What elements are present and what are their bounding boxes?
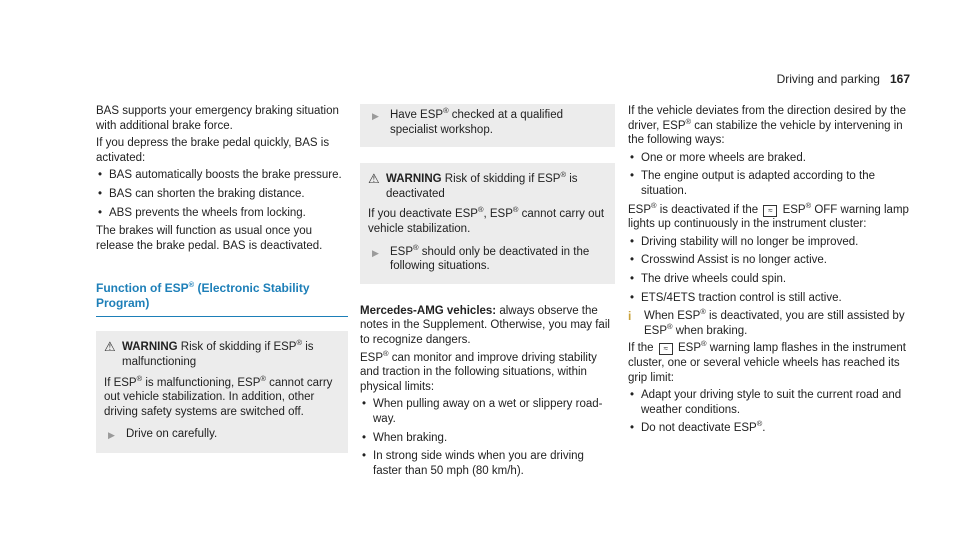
amg-paragraph <box>360 304 615 348</box>
warning-title <box>368 172 607 201</box>
warning-box-deactivated <box>360 163 615 284</box>
esp-off-paragraph <box>628 200 913 232</box>
text: is deactivated, you are still assisted by ESP <box>644 310 905 337</box>
heading-text: (Electronic Stability Program) <box>96 281 310 311</box>
list-item: • BAS automatically boosts the brake pressure. <box>96 168 348 183</box>
play-arrow-icon: ▶ <box>372 111 379 121</box>
warning-box-continuation <box>360 104 615 147</box>
column-right <box>628 104 913 440</box>
action-text <box>390 108 607 137</box>
warning-triangle-icon: ⚠ <box>368 171 380 187</box>
list-item: • When pulling away on a wet or slippery road-way. <box>360 397 615 426</box>
warning-text <box>122 340 340 369</box>
esp-situation-list <box>360 397 615 478</box>
text: checked at a qualified specialist workshop. <box>390 109 564 136</box>
warning-triangle-icon: ⚠ <box>104 339 116 355</box>
registered-mark: ® <box>443 106 449 115</box>
list-item: • ABS prevents the wheels from locking. <box>96 206 348 221</box>
text: should only be deactivated in the following situations. <box>390 245 590 273</box>
list-item: • BAS can shorten the braking distance. <box>96 187 348 202</box>
bas-deactivation-paragraph: The brakes will function as usual once you release the brake pedal. BAS is deactivated. <box>96 225 323 252</box>
heading-text: Function of ESP <box>96 281 189 296</box>
registered-mark: ® <box>188 280 195 290</box>
text: can stabilize the vehicle by intervening in the following ways: <box>628 119 903 147</box>
text: Have ESP <box>390 109 444 121</box>
text: If the vehicle deviates from the direction desired by the driver, ESP <box>628 105 907 132</box>
esp-off-lamp-icon: ≈ <box>763 205 777 217</box>
registered-mark: ® <box>512 205 519 215</box>
registered-mark: ® <box>667 321 673 331</box>
list-item: • In strong side winds when you are driving faster than 50 mph (80 km/h). <box>360 449 615 478</box>
registered-mark: ® <box>260 373 266 383</box>
esp-off-consequence-list <box>628 235 913 305</box>
list-item: • The engine output is adapted according to the situation. <box>628 169 913 198</box>
page-header <box>777 72 910 86</box>
text: ESP <box>390 245 414 258</box>
grip-limit-list <box>628 388 913 436</box>
text: is deactivated <box>386 173 578 200</box>
list-item: • One or more wheels are braked. <box>628 151 913 166</box>
esp-monitor-paragraph <box>360 348 615 395</box>
bas-activation-paragraph: If you depress the brake pedal quickly, BAS is activated: <box>96 137 330 164</box>
text: If the <box>628 342 657 355</box>
registered-mark: ® <box>701 339 707 349</box>
bas-bullet-list <box>96 168 348 220</box>
warning-body <box>104 370 340 420</box>
text: ESP <box>674 342 701 355</box>
esp-warning-lamp-icon: ≈ <box>659 343 673 355</box>
registered-mark: ® <box>700 307 706 317</box>
text: If ESP <box>104 376 137 389</box>
action-step <box>368 108 607 137</box>
list-item: • ETS/4ETS traction control is still active. <box>628 291 913 306</box>
list-item: • Adapt your driving style to suit the current road and weather conditions. <box>628 388 913 417</box>
column-middle <box>360 104 615 482</box>
list-item: • The drive wheels could spin. <box>628 272 913 287</box>
text: ESP <box>779 203 806 216</box>
list-item: • Driving stability will no longer be improved. <box>628 235 913 250</box>
amg-label: Mercedes-AMG vehicles: <box>360 304 497 317</box>
intervention-list <box>628 151 913 199</box>
text: If you deactivate ESP <box>368 208 478 221</box>
page-number: 167 <box>889 72 910 86</box>
text: Risk of skidding if ESP <box>441 173 561 186</box>
esp-intervention-paragraph <box>628 104 913 148</box>
warning-label: WARNING <box>122 341 178 354</box>
list-item: • When braking. <box>360 431 615 446</box>
text: When ESP <box>644 310 701 323</box>
text: always observe the notes in the Supplement. Otherwise, you may fail to recognize dangers. <box>360 304 610 346</box>
section-heading-esp <box>96 281 348 317</box>
warning-box-malfunction <box>96 331 348 453</box>
info-note-icon: i <box>628 309 632 324</box>
info-note <box>628 309 913 338</box>
registered-mark: ® <box>756 419 763 429</box>
action-text <box>390 242 607 274</box>
bas-paragraph: BAS supports your emergency braking situation with additional brake force. <box>96 105 339 132</box>
text: when braking. <box>672 324 748 337</box>
registered-mark: ® <box>477 205 484 215</box>
text: can monitor and improve driving stability and traction in the following situations, within physical limits: <box>360 351 597 393</box>
play-arrow-icon: ▶ <box>108 430 115 441</box>
action-step <box>104 427 340 443</box>
column-left <box>96 104 348 453</box>
warning-body <box>368 201 607 236</box>
text: ESP <box>360 351 384 364</box>
warning-text <box>386 172 607 201</box>
text: is deactivated if the <box>656 203 762 216</box>
note-text <box>644 309 913 338</box>
registered-mark: ® <box>136 373 143 383</box>
text: Risk of skidding if ESP <box>177 341 297 354</box>
list-item <box>628 421 913 436</box>
text: warning lamp flashes in the instrument cluster, one or several vehicle wheels has reached its grip limit: <box>628 342 906 384</box>
text: cannot carry out vehicle stabilization. In addition, other driving safety systems are switched off. <box>104 376 333 418</box>
section-title: Driving and parking <box>776 72 880 86</box>
text: is malfunctioning, ESP <box>142 376 261 389</box>
text: . <box>762 422 766 435</box>
registered-mark: ® <box>383 348 389 358</box>
action-step <box>368 242 607 274</box>
registered-mark: ® <box>296 338 303 348</box>
text: , ESP <box>483 208 513 221</box>
registered-mark: ® <box>413 242 419 252</box>
text: ESP <box>628 203 652 216</box>
text: Do not deactivate ESP <box>641 422 757 435</box>
registered-mark: ® <box>685 116 692 126</box>
registered-mark: ® <box>560 170 567 180</box>
registered-mark: ® <box>805 200 812 210</box>
warning-title <box>104 340 340 369</box>
warning-label: WARNING <box>386 173 442 186</box>
text: OFF warning lamp lights up continuously in the instrument cluster: <box>628 203 909 231</box>
text: is malfunctioning <box>122 341 314 368</box>
list-item: • Crosswind Assist is no longer active. <box>628 253 913 268</box>
action-text: Drive on carefully. <box>126 428 218 441</box>
registered-mark: ® <box>651 200 657 210</box>
play-arrow-icon: ▶ <box>372 247 379 258</box>
esp-flash-paragraph <box>628 341 913 385</box>
text: cannot carry out vehicle stabilization. <box>368 208 605 235</box>
